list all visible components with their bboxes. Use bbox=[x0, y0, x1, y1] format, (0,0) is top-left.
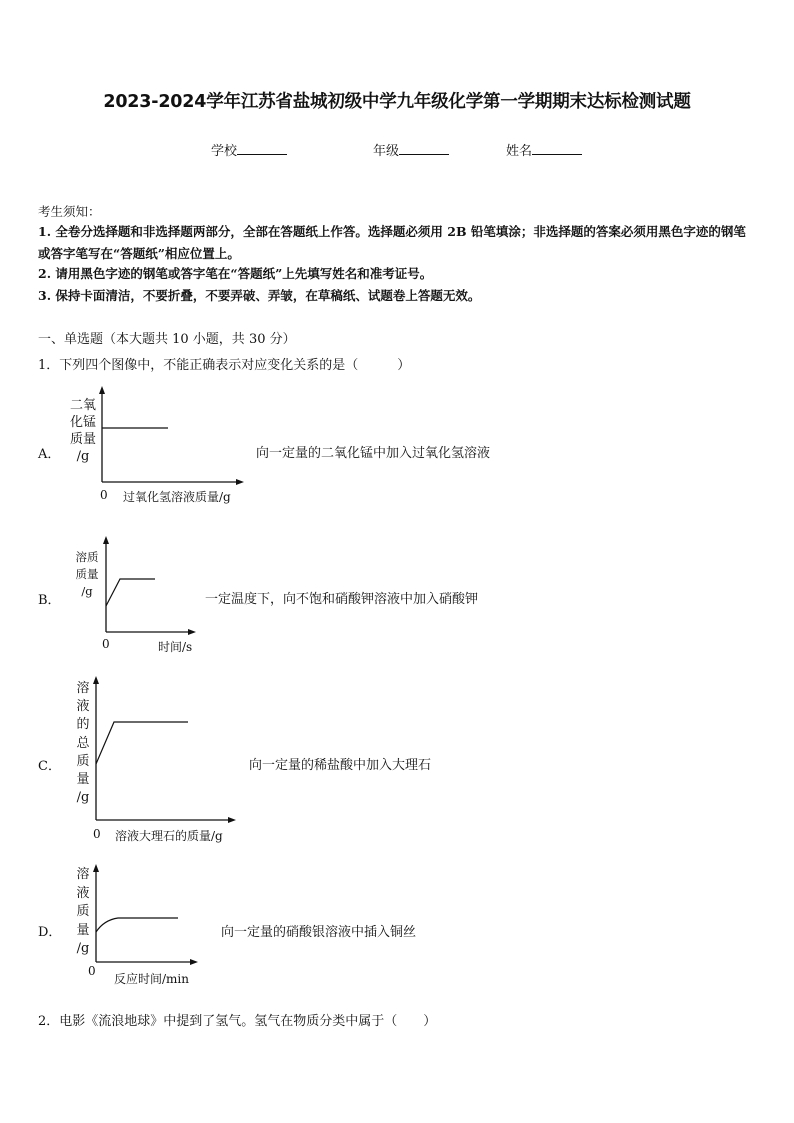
option-b-ylabel: 溶质 质量 /g bbox=[75, 550, 99, 598]
y-axis-arrow bbox=[93, 864, 99, 872]
option-d-graph bbox=[90, 862, 202, 966]
option-d-description: 向一定量的硝酸银溶液中插入铜丝 bbox=[221, 925, 417, 940]
x-axis-arrow bbox=[188, 629, 196, 635]
grade-field bbox=[373, 140, 449, 159]
question-1-stem: 1．下列四个图像中，不能正确表示对应变化关系的是（ ） bbox=[38, 358, 411, 373]
y-axis-arrow bbox=[103, 536, 109, 544]
option-c-label[interactable]: C． bbox=[38, 759, 61, 774]
curve bbox=[96, 722, 188, 764]
page-title: 2023-2024学年江苏省盐城初级中学九年级化学第一学期期末达标检测试题 bbox=[103, 92, 691, 112]
name-blank[interactable] bbox=[532, 142, 582, 155]
x-axis-arrow bbox=[228, 817, 236, 823]
school-field bbox=[211, 140, 287, 159]
notice-item-3: 3. 保持卡面清洁，不要折叠，不要弄破、弄皱，在草稿纸、试题卷上答题无效。 bbox=[38, 288, 481, 303]
option-d-origin: 0 bbox=[88, 964, 96, 978]
option-c-ylabel: 溶 液 的 总 质 量 /g bbox=[76, 681, 90, 806]
curve bbox=[106, 579, 155, 606]
option-b-description: 一定温度下，向不饱和硝酸钾溶液中加入硝酸钾 bbox=[205, 592, 479, 607]
question-2-stem: 2．电影《流浪地球》中提到了氢气。氢气在物质分类中属于（ ） bbox=[38, 1014, 437, 1029]
name-label: 姓名 bbox=[506, 144, 533, 159]
option-d-ylabel: 溶 液 质 量 /g bbox=[76, 867, 90, 956]
curve bbox=[96, 918, 178, 932]
option-a-ylabel: 二氧 化锰 质量 /g bbox=[69, 398, 96, 464]
option-c-origin: 0 bbox=[93, 827, 101, 841]
school-blank[interactable] bbox=[237, 142, 287, 155]
option-c-graph bbox=[90, 674, 240, 824]
option-b-xlabel: 时间/s bbox=[158, 640, 193, 654]
option-b-origin: 0 bbox=[102, 637, 110, 651]
x-axis-arrow bbox=[190, 959, 198, 965]
school-label: 学校 bbox=[211, 144, 238, 159]
option-a-description: 向一定量的二氧化锰中加入过氧化氢溶液 bbox=[256, 446, 491, 461]
option-a-xlabel: 过氧化氢溶液质量/g bbox=[123, 490, 231, 504]
option-d-xlabel: 反应时间/min bbox=[114, 972, 189, 986]
notice-item-2: 2. 请用黑色字迹的钢笔或答字笔在“答题纸”上先填写姓名和准考证号。 bbox=[38, 266, 433, 281]
section-heading: 一、单选题（本大题共 10 小题，共 30 分） bbox=[38, 332, 296, 347]
option-a-label[interactable]: A． bbox=[38, 447, 61, 462]
option-d-label[interactable]: D． bbox=[38, 925, 62, 940]
y-axis-arrow bbox=[99, 386, 105, 394]
grade-blank[interactable] bbox=[399, 142, 449, 155]
notice-item-1: 1. 全卷分选择题和非选择题两部分，全部在答题纸上作答。选择题必须用 2B 铅笔填涂；非选择题的答案必须用黑色字迹的钢笔或答字笔写在“答题纸”相应位置上。 bbox=[38, 224, 746, 261]
option-c-xlabel: 溶液大理石的质量/g bbox=[115, 829, 223, 843]
x-axis-arrow bbox=[236, 479, 244, 485]
option-b-label[interactable]: B． bbox=[38, 593, 61, 608]
option-b-graph bbox=[100, 534, 200, 636]
grade-label: 年级 bbox=[373, 144, 400, 159]
y-axis-arrow bbox=[93, 676, 99, 684]
option-c-description: 向一定量的稀盐酸中加入大理石 bbox=[249, 758, 432, 773]
notice-heading: 考生须知： bbox=[38, 204, 101, 219]
option-a-origin: 0 bbox=[100, 488, 108, 502]
name-field bbox=[506, 140, 582, 159]
option-a-graph bbox=[96, 386, 246, 486]
